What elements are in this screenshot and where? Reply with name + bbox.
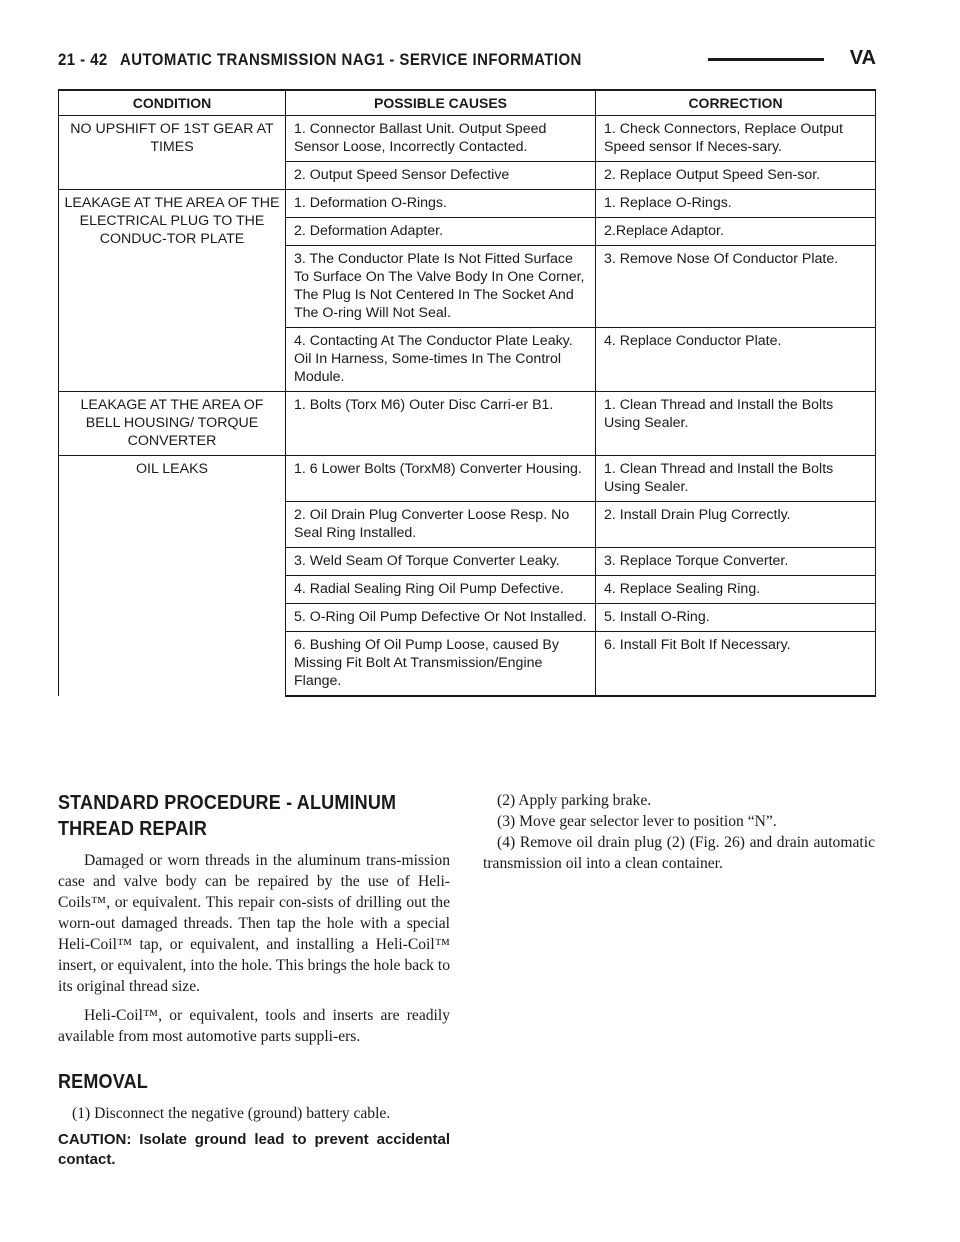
correction-cell: 4. Replace Sealing Ring. [596, 576, 876, 604]
table-row [59, 392, 876, 456]
correction-cell: 4. Replace Conductor Plate. [596, 328, 876, 392]
procedure-step: (2) Apply parking brake. [497, 792, 652, 809]
heading-line: THREAD REPAIR [58, 818, 208, 840]
column-header-correction: CORRECTION [596, 90, 876, 116]
procedure-step: (1) Disconnect the negative (ground) battery cable. [72, 1105, 391, 1122]
condition-cell: LEAKAGE AT THE AREA OF THE ELECTRICAL PLUG TO THE CONDUC-TOR PLATE [59, 190, 286, 392]
cause-cell: 2. Deformation Adapter. [286, 218, 596, 246]
condition-cell: LEAKAGE AT THE AREA OF BELL HOUSING/ TORQUE CONVERTER [59, 392, 286, 456]
correction-cell: 2. Replace Output Speed Sen-sor. [596, 162, 876, 190]
table-row [59, 190, 876, 218]
paragraph: Heli-Coil™, or equivalent, tools and inserts are readily available from most automotive parts suppli-ers. [58, 1007, 450, 1045]
correction-cell: 1. Clean Thread and Install the Bolts Using Sealer. [596, 392, 876, 456]
correction-cell: 6. Install Fit Bolt If Necessary. [596, 632, 876, 697]
correction-cell: 2. Install Drain Plug Correctly. [596, 502, 876, 548]
cause-cell: 1. Deformation O-Rings. [286, 190, 596, 218]
procedure-step: (4) Remove oil drain plug (2) (Fig. 26) and drain automatic transmission oil into a clean container. [483, 834, 875, 872]
table-row [59, 116, 876, 162]
paragraph: Damaged or worn threads in the aluminum trans-mission case and valve body can be repaired by the use of Heli-Coils™, or equivalent. This repair con-sists of drilling out the worn-out damaged threads. Then tap the hole with a special Heli-Coil™ tap, or equivalent, and installing a Heli-Coil™ insert, or equivalent, into the hole. This brings the hole back to its original thread size. [58, 852, 450, 995]
cause-cell: 3. The Conductor Plate Is Not Fitted Surface To Surface On The Valve Body In One Corner, The Plug Is Not Centered In The Socket And The O-ring Will Not Seal. [286, 246, 596, 328]
cause-cell: 4. Radial Sealing Ring Oil Pump Defective. [286, 576, 596, 604]
cause-cell: 5. O-Ring Oil Pump Defective Or Not Installed. [286, 604, 596, 632]
section-heading-thread-repair [58, 790, 446, 842]
cause-cell: 1. Bolts (Torx M6) Outer Disc Carri-er B1. [286, 392, 596, 456]
heading-line: STANDARD PROCEDURE - ALUMINUM [58, 792, 397, 814]
header-left [58, 50, 582, 70]
cause-cell: 2. Oil Drain Plug Converter Loose Resp. No Seal Ring Installed. [286, 502, 596, 548]
section-heading-removal: REMOVAL [58, 1071, 148, 1093]
column-header-causes: POSSIBLE CAUSES [286, 90, 596, 116]
cause-cell: 2. Output Speed Sensor Defective [286, 162, 596, 190]
cause-cell: 4. Contacting At The Conductor Plate Leaky. Oil In Harness, Some-times In The Control Module. [286, 328, 596, 392]
correction-cell: 3. Remove Nose Of Conductor Plate. [596, 246, 876, 328]
procedure-step: (3) Move gear selector lever to position “N”. [497, 813, 777, 830]
page-number: 21 - 42 [58, 50, 108, 69]
correction-cell: 1. Check Connectors, Replace Output Speed sensor If Neces-sary. [596, 116, 876, 162]
correction-cell: 5. Install O-Ring. [596, 604, 876, 632]
column-header-condition: CONDITION [59, 90, 286, 116]
table-row [59, 456, 876, 502]
correction-cell: 3. Replace Torque Converter. [596, 548, 876, 576]
condition-cell: NO UPSHIFT OF 1ST GEAR AT TIMES [59, 116, 286, 190]
cause-cell: 6. Bushing Of Oil Pump Loose, caused By Missing Fit Bolt At Transmission/Engine Flange. [286, 632, 596, 697]
header-model: VA [849, 47, 876, 69]
cause-cell: 3. Weld Seam Of Torque Converter Leaky. [286, 548, 596, 576]
condition-cell: OIL LEAKS [59, 456, 286, 697]
left-column [58, 790, 450, 1170]
correction-cell: 2.Replace Adaptor. [596, 218, 876, 246]
correction-cell: 1. Replace O-Rings. [596, 190, 876, 218]
right-column [483, 790, 875, 874]
cause-cell: 1. Connector Ballast Unit. Output Speed Sensor Loose, Incorrectly Contacted. [286, 116, 596, 162]
caution-note: CAUTION: Isolate ground lead to prevent accidental contact. [58, 1131, 450, 1168]
header-title: AUTOMATIC TRANSMISSION NAG1 - SERVICE INFORMATION [119, 50, 582, 69]
header-rule [708, 58, 824, 61]
page-header [58, 45, 876, 75]
correction-cell: 1. Clean Thread and Install the Bolts Using Sealer. [596, 456, 876, 502]
table-header-row [59, 90, 876, 116]
cause-cell: 1. 6 Lower Bolts (TorxM8) Converter Housing. [286, 456, 596, 502]
diagnosis-table [58, 89, 876, 697]
